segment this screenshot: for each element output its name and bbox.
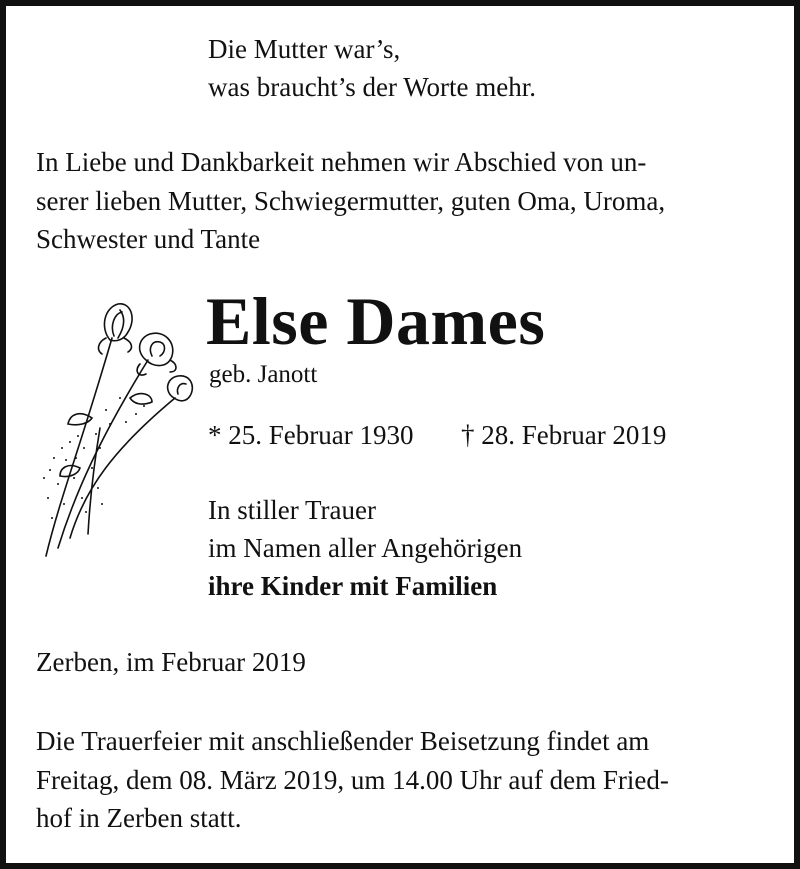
place-date: Zerben, im Februar 2019 bbox=[36, 647, 306, 677]
death-date: † 28. Februar 2019 bbox=[460, 420, 667, 450]
roses-illustration bbox=[40, 298, 200, 563]
intro-line-2: serer lieben Mutter, Schwiegermutter, guten Oma, Uroma, bbox=[36, 185, 666, 216]
funeral-line-2: Freitag, dem 08. März 2019, um 14.00 Uhr auf dem Fried- bbox=[36, 764, 669, 795]
life-dates bbox=[208, 416, 666, 454]
birth-name: geb. Janott bbox=[209, 361, 318, 388]
funeral-notice bbox=[36, 722, 764, 838]
intro-line-1: In Liebe und Dankbarkeit nehmen wir Abschied von un- bbox=[36, 147, 647, 177]
mourners-line-1: In stiller Trauer bbox=[208, 495, 376, 525]
mourners-line-2: im Namen aller Angehörigen bbox=[208, 533, 523, 563]
intro-text bbox=[36, 143, 764, 259]
intro-line-3: Schwester und Tante bbox=[36, 224, 261, 254]
motto-line-2: was braucht’s der Worte mehr. bbox=[208, 72, 536, 102]
funeral-line-3: hof in Zerben statt. bbox=[36, 803, 242, 833]
motto bbox=[208, 30, 536, 106]
funeral-line-1: Die Trauerfeier mit anschließender Beisetzung findet am bbox=[36, 726, 650, 756]
mourners-signature bbox=[208, 491, 522, 605]
deceased-name: Else Dames bbox=[206, 283, 546, 359]
mourners-line-3: ihre Kinder mit Familien bbox=[208, 571, 498, 601]
motto-line-1: Die Mutter war’s, bbox=[208, 34, 401, 64]
birth-date: * 25. Februar 1930 bbox=[208, 420, 414, 450]
